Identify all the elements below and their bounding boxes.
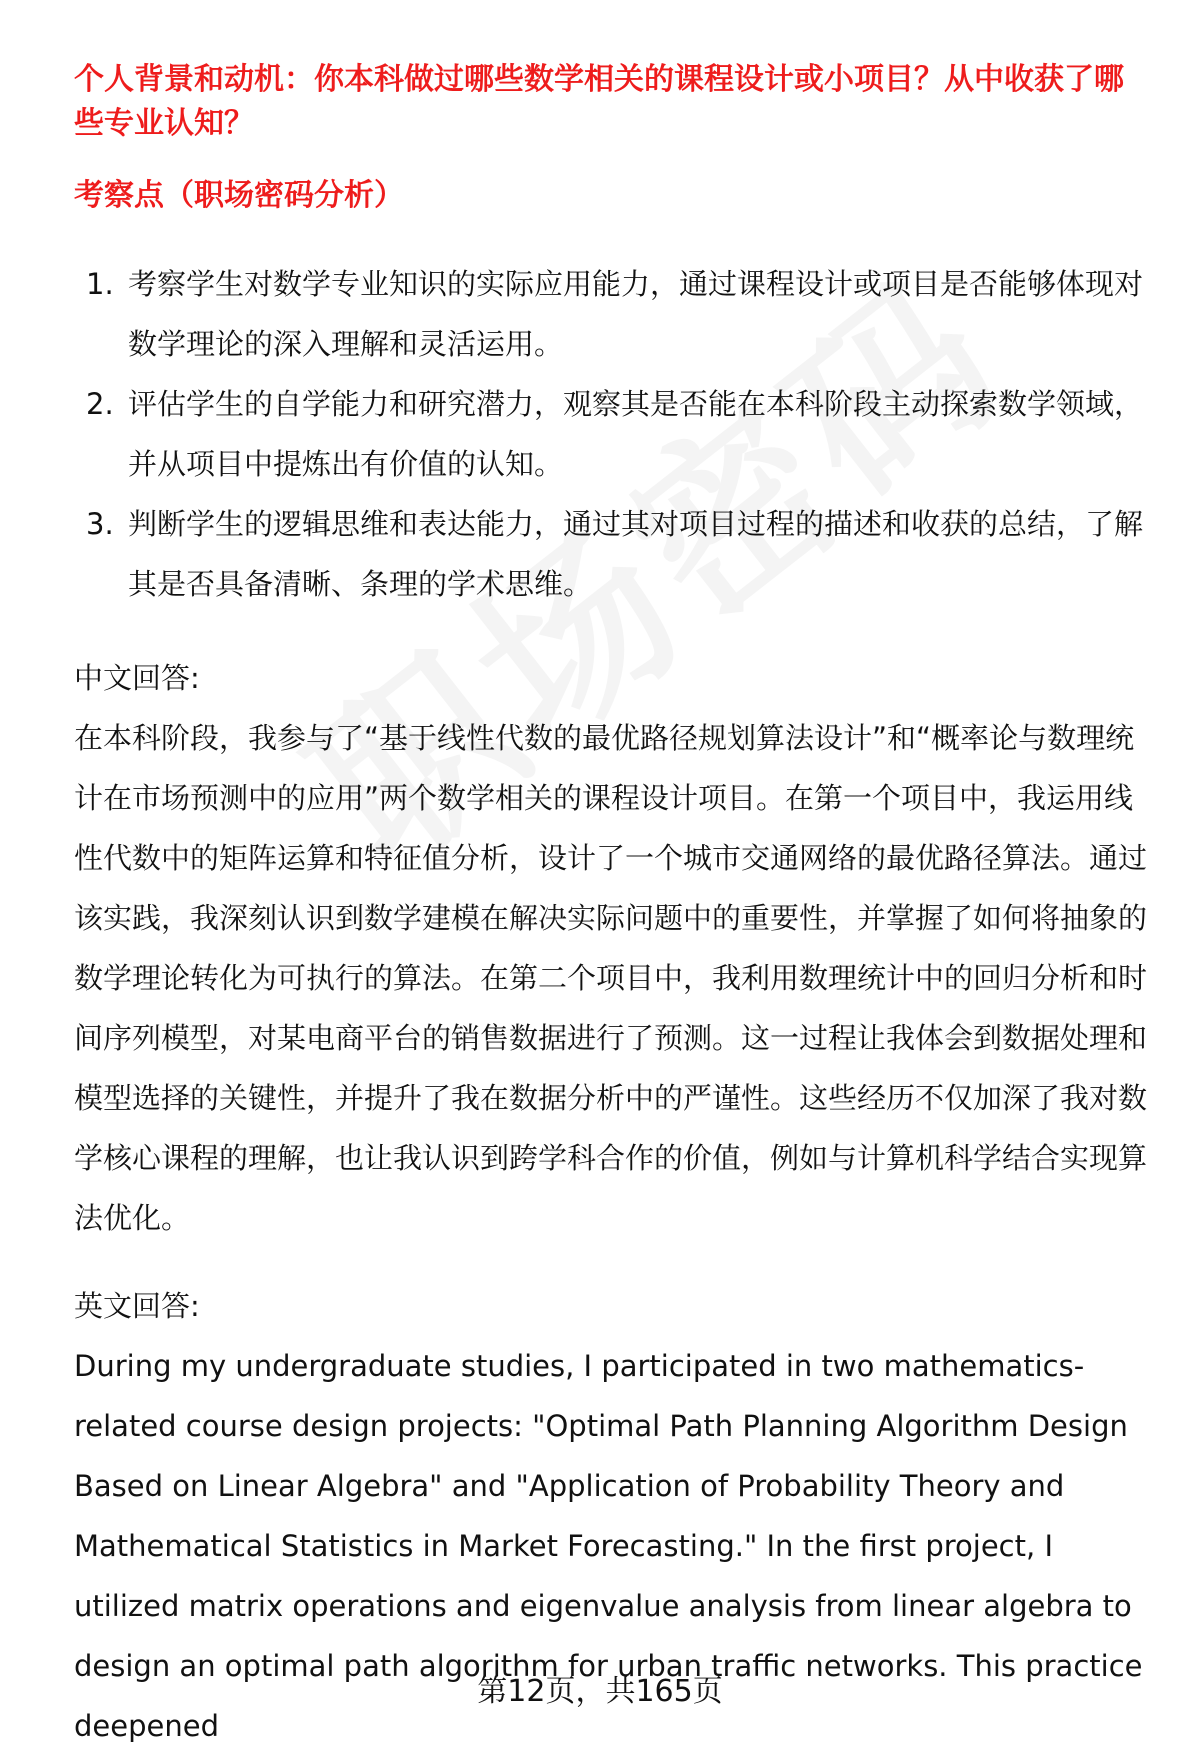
- chinese-answer-text: 在本科阶段，我参与了“基于线性代数的最优路径规划算法设计”和“概率论与数理统计在市场预测中的应用”两个数学相关的课程设计项目。在第一个项目中，我运用线性代数中的矩阵运算和特征值分析，设计了一个城市交通网络的最优路径算法。通过该实践，我深刻认识到数学建模在解决实际问题中的重要性，并掌握了如何将抽象的数学理论转化为可执行的算法。在第二个项目中，我利用数理统计中的回归分析和时间序列模型，对某电商平台的销售数据进行了预测。这一过程让我体会到数据处理和模型选择的关键性，并提升了我在数据分析中的严谨性。这些经历不仅加深了我对数学核心课程的理解，也让我认识到跨学科合作的价值，例如与计算机科学结合实现算法优化。: [74, 721, 1148, 1235]
- assessment-item-text: 评估学生的自学能力和研究潜力，观察其是否能在本科阶段主动探索数学领域，并从项目中提炼出有价值的认知。: [128, 387, 1144, 481]
- assessment-item: [74, 254, 1150, 374]
- assessment-item-text: 考察学生对数学专业知识的实际应用能力，通过课程设计或项目是否能够体现对数学理论的深入理解和灵活运用。: [128, 267, 1144, 361]
- assessment-item-number: 3.: [86, 507, 114, 541]
- assessment-item-text: 判断学生的逻辑思维和表达能力，通过其对项目过程的描述和收获的总结，了解其是否具备清晰、条理的学术思维。: [128, 507, 1144, 601]
- question-heading: 个人背景和动机：你本科做过哪些数学相关的课程设计或小项目？从中收获了哪些专业认知？: [74, 62, 1124, 141]
- english-answer-label: 英文回答:: [74, 1289, 200, 1323]
- assessment-list: [74, 254, 1150, 614]
- assessment-item-number: 1.: [86, 267, 114, 301]
- chinese-answer-label: 中文回答:: [74, 661, 200, 695]
- english-answer-text: During my undergraduate studies, I participated in two mathematics-related course design projects: "Optimal Path Planning Algorithm Design Based on Linear Algebra" and "Application of Probability Theory and Mathematical Statistics in Market Forecasting." In the first project, I utilized matrix operations and eigenvalue analysis from linear algebra to design an optimal path algorithm for urban traffic networks. This practice deepened: [74, 1349, 1143, 1743]
- assessment-heading: 考察点（职场密码分析）: [74, 178, 404, 213]
- assessment-item-number: 2.: [86, 387, 114, 421]
- assessment-item: [74, 494, 1150, 614]
- page-content: [74, 58, 1150, 1756]
- assessment-item: [74, 374, 1150, 494]
- page-number-footer: 第12页，共165页: [477, 1674, 723, 1709]
